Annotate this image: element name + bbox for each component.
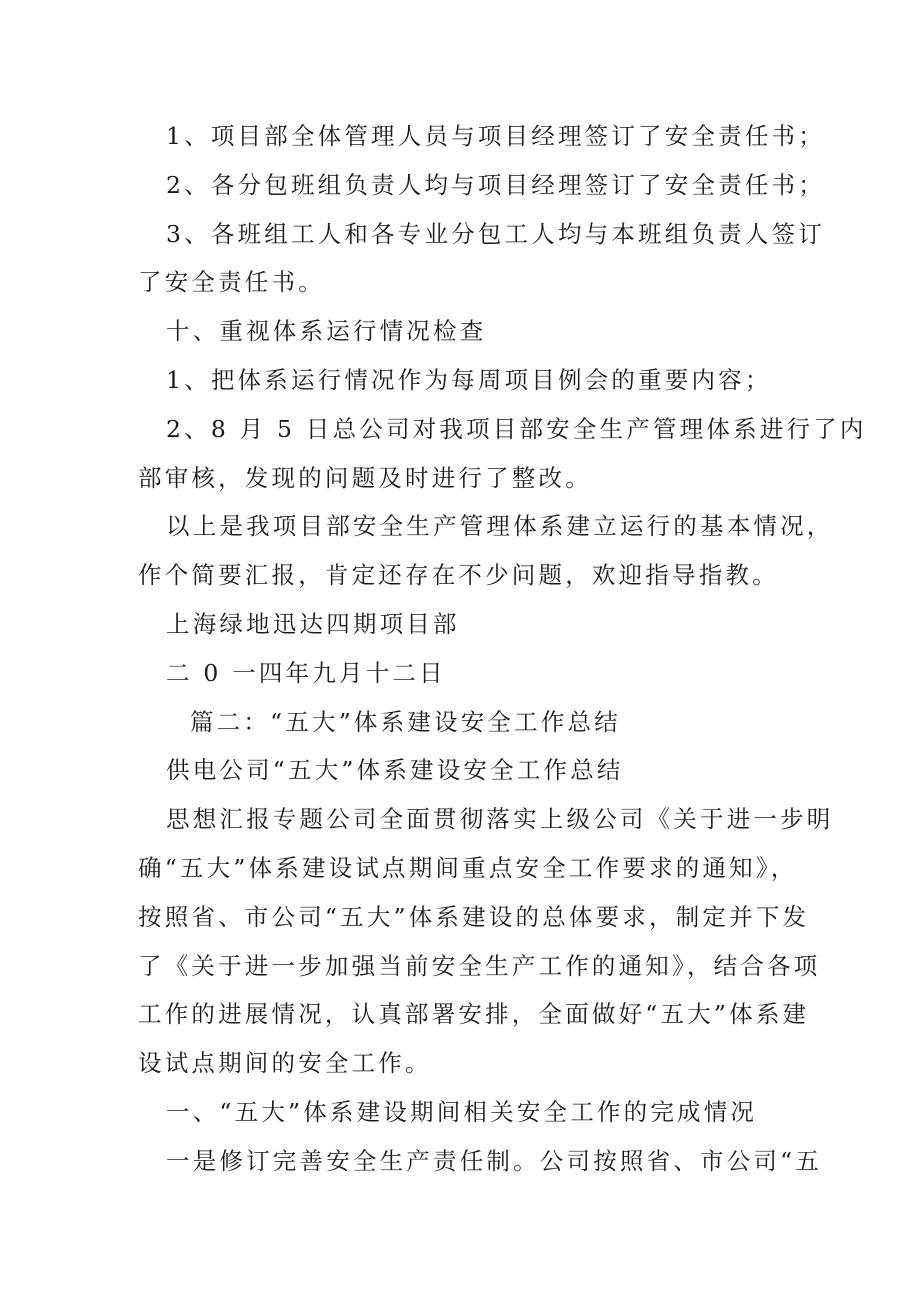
paragraph-line: 1、把体系运行情况作为每周项目例会的重要内容； xyxy=(166,365,772,394)
paragraph-line: 2、各分包班组负责人均与项目经理签订了安全责任书； xyxy=(166,170,825,199)
paragraph-line: 1、项目部全体管理人员与项目经理签订了安全责任书； xyxy=(166,122,825,150)
paragraph-line: 思想汇报专题公司全面贯彻落实上级公司《关于进一步明 xyxy=(166,805,834,834)
paragraph-line: 部审核，发现的问题及时进行了整改。 xyxy=(138,463,592,492)
paragraph-line: 一是修订完善安全生产责任制。公司按照省、市公司“五 xyxy=(166,1146,823,1175)
paragraph-line: 2、8 月 5 日总公司对我项目部安全生产管理体系进行了内 xyxy=(166,414,867,443)
paragraph-line: 3、各班组工人和各专业分包工人均与本班组负责人签订 xyxy=(166,219,825,248)
paragraph-line: 了《关于进一步加强当前安全生产工作的通知》，结合各项 xyxy=(138,951,821,980)
paragraph-line: 按照省、市公司“五大”体系建设的总体要求，制定并下发 xyxy=(138,902,810,931)
document-body xyxy=(138,112,867,1186)
article-title: 供电公司“五大”体系建设安全工作总结 xyxy=(166,756,624,785)
paragraph-line: 确“五大”体系建设试点期间重点安全工作要求的通知》， xyxy=(138,853,798,882)
paragraph-line: 了安全责任书。 xyxy=(138,268,325,297)
paragraph-line: 工作的进展情况，认真部署安排，全面做好“五大”体系建 xyxy=(138,1000,810,1029)
signature-date: 二 0 一四年九月十二日 xyxy=(166,658,446,687)
signature-organization: 上海绿地迅达四期项目部 xyxy=(166,609,460,638)
paragraph-line: 设试点期间的安全工作。 xyxy=(138,1049,432,1078)
section-heading: 十、重视体系运行情况检查 xyxy=(166,317,487,346)
chapter-title: 篇二：“五大”体系建设安全工作总结 xyxy=(190,707,621,736)
paragraph-line: 作个简要汇报，肯定还存在不少问题，欢迎指导指教。 xyxy=(138,561,779,590)
paragraph-line: 以上是我项目部安全生产管理体系建立运行的基本情况， xyxy=(166,512,834,541)
section-heading: 一、“五大”体系建设期间相关安全工作的完成情况 xyxy=(166,1097,758,1126)
